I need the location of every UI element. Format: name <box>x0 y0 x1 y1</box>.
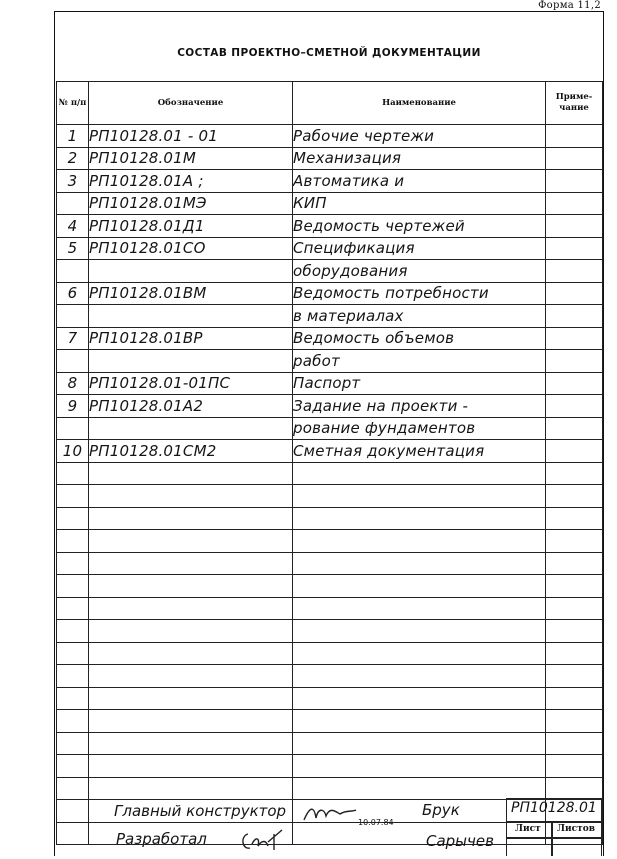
row-name: КИП <box>293 192 546 215</box>
row-designation <box>89 462 293 485</box>
row-designation <box>89 507 293 530</box>
header-designation: Обозначение <box>89 82 293 125</box>
row-note <box>546 350 603 373</box>
table-row <box>57 327 603 350</box>
row-note <box>546 732 603 755</box>
header-num <box>57 82 89 125</box>
row-num <box>57 507 89 530</box>
sheet-label: Лист <box>515 824 541 834</box>
row-note <box>546 170 603 193</box>
table-row <box>57 417 603 440</box>
row-note <box>546 260 603 283</box>
table-row <box>57 282 603 305</box>
row-num <box>57 260 89 283</box>
row-note <box>546 507 603 530</box>
row-designation <box>89 575 293 598</box>
row-note <box>546 687 603 710</box>
title-block-stamp <box>56 794 602 856</box>
row-designation: РП10128.01СМ2 <box>89 440 293 463</box>
row-note <box>546 530 603 553</box>
row-num <box>57 665 89 688</box>
row-note <box>546 642 603 665</box>
row-note <box>546 462 603 485</box>
row-num <box>57 732 89 755</box>
row-num <box>57 642 89 665</box>
row-name <box>293 485 546 508</box>
row-name: Ведомость объемов <box>293 327 546 350</box>
row-name <box>293 597 546 620</box>
row-name <box>293 665 546 688</box>
row-num <box>57 755 89 778</box>
row-designation <box>89 552 293 575</box>
table-row <box>57 507 603 530</box>
row-name <box>293 755 546 778</box>
row-num <box>57 687 89 710</box>
row-num <box>57 192 89 215</box>
sheet-cell <box>506 822 552 838</box>
row-designation: РП10128.01ВМ <box>89 282 293 305</box>
row-designation: РП10128.01-01ПС <box>89 372 293 395</box>
row-num: 9 <box>57 395 89 418</box>
row-name <box>293 642 546 665</box>
row-name: Автоматика и <box>293 170 546 193</box>
table-row <box>57 530 603 553</box>
row-num: 6 <box>57 282 89 305</box>
row-num: 2 <box>57 147 89 170</box>
row-designation: РП10128.01М <box>89 147 293 170</box>
table-row <box>57 665 603 688</box>
row-name <box>293 620 546 643</box>
row-designation <box>89 417 293 440</box>
row-num <box>57 710 89 733</box>
row-designation: РП10128.01Д1 <box>89 215 293 238</box>
table-row <box>57 687 603 710</box>
documents-table <box>56 81 603 845</box>
table-row <box>57 372 603 395</box>
row-note <box>546 552 603 575</box>
row-name <box>293 710 546 733</box>
chief-date: 10.07.84 <box>358 818 394 827</box>
row-designation <box>89 620 293 643</box>
row-designation <box>89 755 293 778</box>
row-num: 7 <box>57 327 89 350</box>
row-name: Задание на проекти - <box>293 395 546 418</box>
table-row <box>57 395 603 418</box>
row-note <box>546 485 603 508</box>
row-num <box>57 552 89 575</box>
row-designation: РП10128.01 - 01 <box>89 125 293 148</box>
row-designation <box>89 665 293 688</box>
table-row <box>57 125 603 148</box>
row-name: Ведомость потребности <box>293 282 546 305</box>
row-num <box>57 417 89 440</box>
table-row <box>57 440 603 463</box>
row-note <box>546 417 603 440</box>
row-designation <box>89 642 293 665</box>
row-note <box>546 440 603 463</box>
row-note <box>546 710 603 733</box>
row-name <box>293 530 546 553</box>
row-num <box>57 530 89 553</box>
row-designation <box>89 710 293 733</box>
table-body <box>57 125 603 845</box>
row-num <box>57 597 89 620</box>
table-row <box>57 620 603 643</box>
row-num <box>57 305 89 328</box>
developer-label: Разработал <box>116 830 207 848</box>
row-designation <box>89 485 293 508</box>
chief-designer-label: Главный конструктор <box>114 802 287 820</box>
row-note <box>546 282 603 305</box>
row-note <box>546 327 603 350</box>
row-name: Спецификация <box>293 237 546 260</box>
table-row <box>57 710 603 733</box>
row-name <box>293 507 546 530</box>
table-header-row <box>57 82 603 125</box>
doc-code-box <box>506 798 602 822</box>
row-name: оборудования <box>293 260 546 283</box>
row-name <box>293 575 546 598</box>
row-name: работ <box>293 350 546 373</box>
row-note <box>546 665 603 688</box>
sheets-cell <box>552 822 602 838</box>
doc-code: РП10128.01 <box>511 800 597 816</box>
header-note-label: Приме-чание <box>555 92 593 113</box>
header-num-label: № п/п <box>58 97 87 108</box>
table-row <box>57 350 603 373</box>
header-name: Наименование <box>293 82 546 125</box>
form-number: Форма 11,2 <box>538 0 601 11</box>
row-num <box>57 485 89 508</box>
table-row <box>57 260 603 283</box>
row-num: 5 <box>57 237 89 260</box>
row-name: Ведомость чертежей <box>293 215 546 238</box>
row-designation <box>89 530 293 553</box>
row-note <box>546 215 603 238</box>
row-num: 1 <box>57 125 89 148</box>
row-name: Сметная документация <box>293 440 546 463</box>
row-designation: РП10128.01ВР <box>89 327 293 350</box>
row-note <box>546 237 603 260</box>
chief-signature-icon <box>300 802 360 826</box>
table-row <box>57 237 603 260</box>
table-row <box>57 170 603 193</box>
sheet-value-cell <box>506 838 552 856</box>
row-note <box>546 147 603 170</box>
row-name <box>293 462 546 485</box>
row-name: Паспорт <box>293 372 546 395</box>
header-note <box>546 82 603 125</box>
row-num <box>57 462 89 485</box>
row-num <box>57 620 89 643</box>
row-designation <box>89 260 293 283</box>
row-num: 4 <box>57 215 89 238</box>
developer-signature-icon <box>238 826 288 854</box>
table-row <box>57 732 603 755</box>
row-note <box>546 372 603 395</box>
row-designation <box>89 732 293 755</box>
row-designation <box>89 350 293 373</box>
row-designation <box>89 597 293 620</box>
row-note <box>546 755 603 778</box>
chief-name: Брук <box>422 801 460 819</box>
row-designation: РП10128.01МЭ <box>89 192 293 215</box>
row-designation: РП10128.01СО <box>89 237 293 260</box>
row-note <box>546 575 603 598</box>
table-row <box>57 755 603 778</box>
sheets-value-cell <box>552 838 602 856</box>
row-name: в материалах <box>293 305 546 328</box>
sheets-label: Листов <box>557 824 595 834</box>
table-row <box>57 552 603 575</box>
row-note <box>546 597 603 620</box>
table-row <box>57 575 603 598</box>
row-note <box>546 620 603 643</box>
row-num <box>57 350 89 373</box>
table-row <box>57 485 603 508</box>
developer-name: Сарычев <box>426 832 494 850</box>
row-name: Механизация <box>293 147 546 170</box>
table-row <box>57 462 603 485</box>
row-note <box>546 125 603 148</box>
table-row <box>57 597 603 620</box>
row-name: рование фундаментов <box>293 417 546 440</box>
row-note <box>546 395 603 418</box>
row-name: Рабочие чертежи <box>293 125 546 148</box>
row-note <box>546 305 603 328</box>
table-row <box>57 147 603 170</box>
table-row <box>57 215 603 238</box>
page-title: СОСТАВ ПРОЕКТНО–СМЕТНОЙ ДОКУМЕНТАЦИИ <box>177 47 481 59</box>
row-num <box>57 575 89 598</box>
table-row <box>57 305 603 328</box>
row-note <box>546 192 603 215</box>
row-name <box>293 732 546 755</box>
row-num: 3 <box>57 170 89 193</box>
row-num: 8 <box>57 372 89 395</box>
row-designation: РП10128.01А ; <box>89 170 293 193</box>
row-name <box>293 552 546 575</box>
row-name <box>293 687 546 710</box>
row-num: 10 <box>57 440 89 463</box>
row-designation <box>89 687 293 710</box>
row-designation <box>89 305 293 328</box>
row-designation: РП10128.01А2 <box>89 395 293 418</box>
table-row <box>57 192 603 215</box>
table-row <box>57 642 603 665</box>
